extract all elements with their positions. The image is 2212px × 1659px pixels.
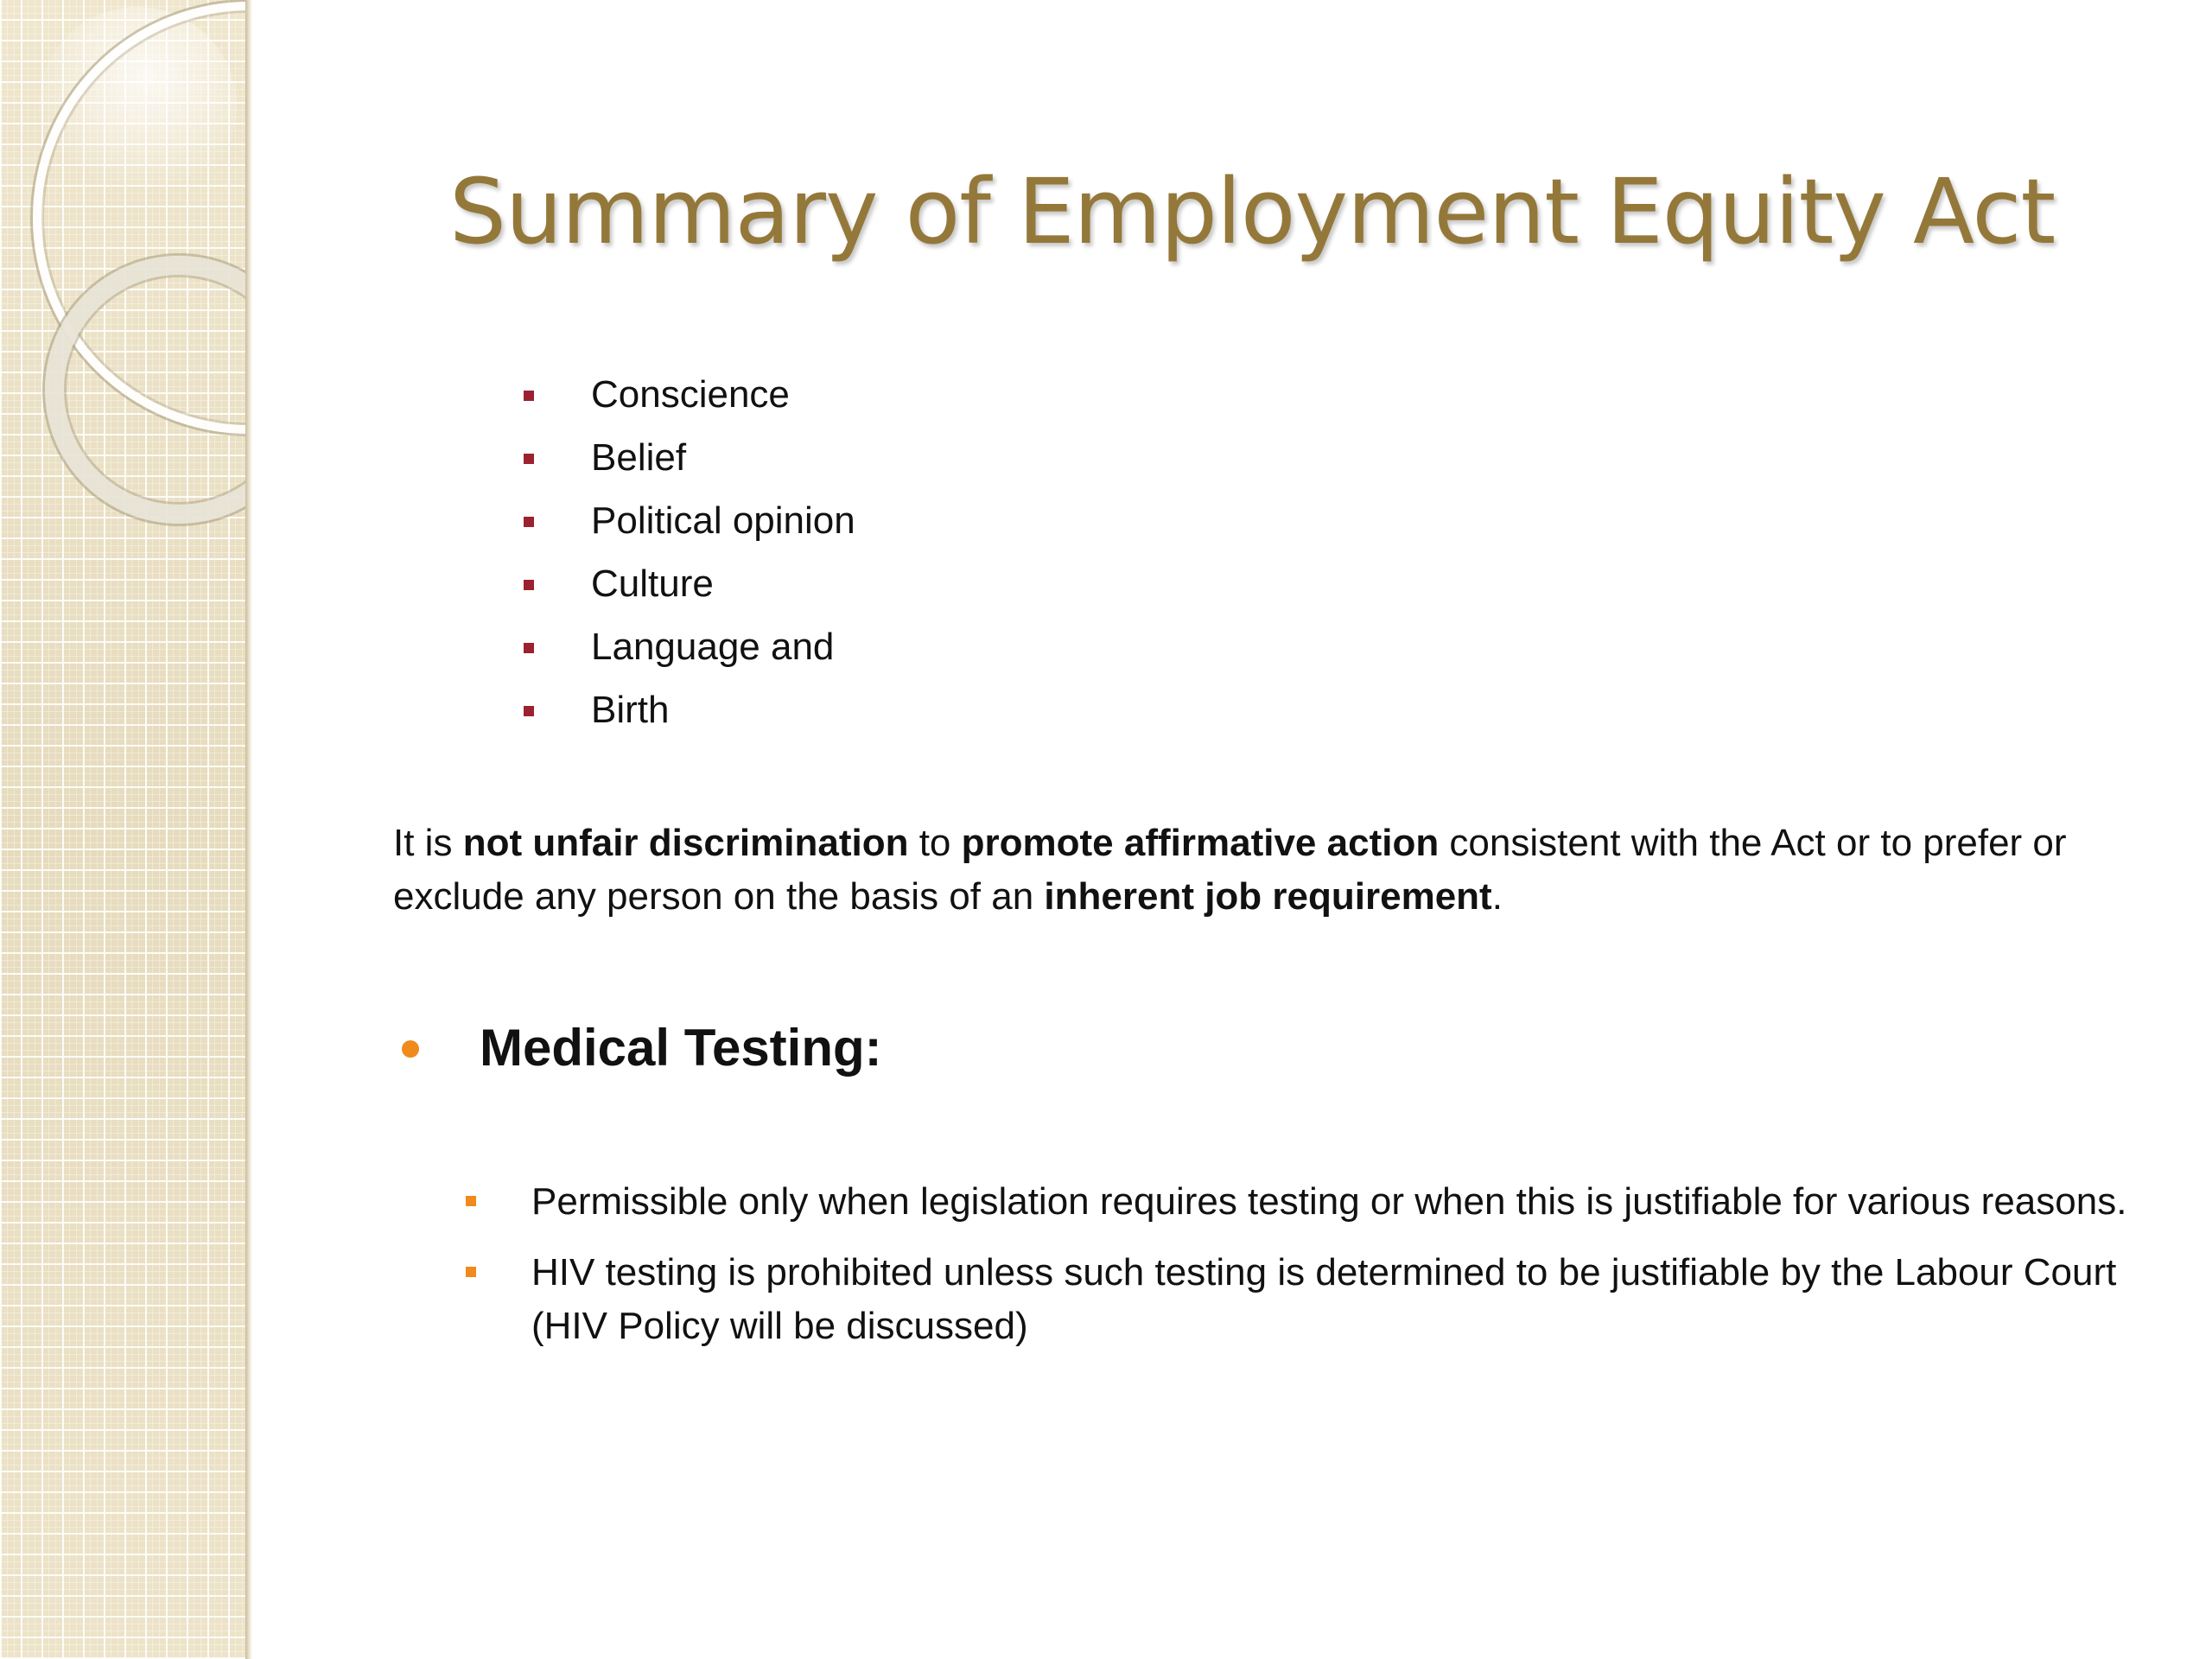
list-item — [518, 615, 855, 678]
square-bullet-icon — [524, 454, 534, 464]
list-item — [518, 426, 855, 489]
list-item — [462, 1246, 2173, 1353]
list-item-text: Culture — [591, 563, 714, 605]
paragraph-text: consistent with the Act or to prefer or exclude any person on the basis of an — [393, 822, 2067, 918]
square-bullet-icon — [524, 706, 534, 716]
list-item — [518, 489, 855, 552]
side-strip-edge — [245, 0, 252, 1659]
list-item-text: Language and — [591, 626, 835, 668]
list-item — [518, 678, 855, 741]
paragraph-text: . — [1491, 875, 1503, 918]
section-title: Medical Testing: — [480, 1019, 882, 1077]
affirmative-action-paragraph — [393, 817, 2182, 924]
square-bullet-icon — [524, 391, 534, 401]
paragraph-text: It is — [393, 822, 463, 864]
list-item-text: HIV testing is prohibited unless such testing is determined to be justifiable by the Labour Court (HIV Policy will be discussed) — [531, 1251, 2117, 1347]
bold-phrase-inherent: inherent job requirement — [1044, 875, 1492, 918]
list-item — [518, 552, 855, 615]
list-item-text: Political opinion — [591, 499, 855, 542]
bold-phrase-affirmative: promote affirmative action — [961, 822, 1440, 864]
decorative-side-strip — [0, 0, 249, 1659]
square-bullet-icon — [466, 1267, 476, 1277]
list-item-text: Belief — [591, 436, 687, 479]
square-bullet-icon — [524, 643, 534, 653]
square-bullet-icon — [524, 580, 534, 590]
paragraph-text: to — [908, 822, 962, 864]
list-item — [462, 1175, 2173, 1229]
medical-testing-list — [462, 1175, 2173, 1370]
list-item-text: Conscience — [591, 373, 790, 416]
slide-title: Summary of Employment Equity Act — [449, 159, 2056, 264]
list-item-text: Birth — [591, 689, 670, 731]
bold-phrase-not-unfair: not unfair discrimination — [462, 822, 909, 864]
square-bullet-icon — [524, 517, 534, 527]
list-item — [518, 363, 855, 426]
square-bullet-icon — [466, 1196, 476, 1206]
circle-bullet-icon — [402, 1040, 419, 1058]
grounds-list — [518, 363, 855, 741]
list-item-text: Permissible only when legislation requires testing or when this is justifiable for various reasons. — [531, 1180, 2127, 1223]
